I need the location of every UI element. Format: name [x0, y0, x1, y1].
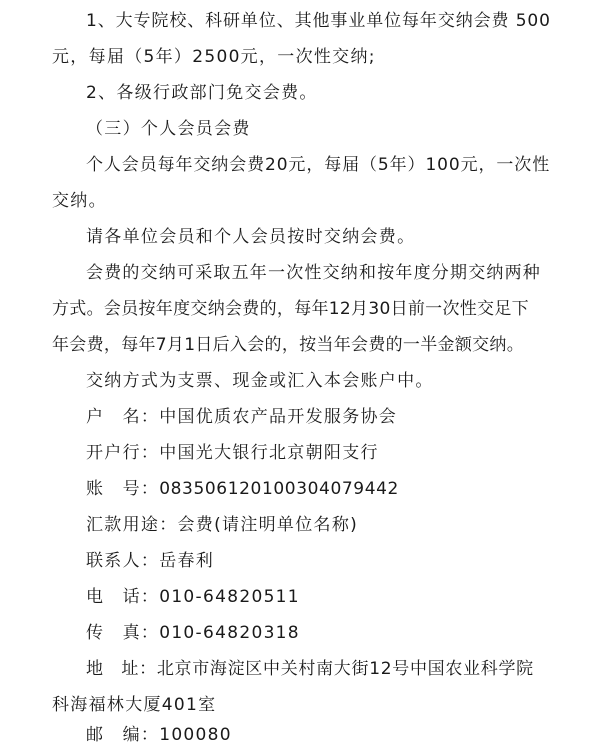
- purpose-value: 会费(请注明单位名称): [177, 515, 359, 535]
- phone-value: 010-64820511: [159, 587, 300, 607]
- address-label: 地 址：: [86, 659, 157, 679]
- contact-label: 联系人：: [86, 551, 160, 571]
- fax-row: [86, 620, 300, 646]
- personal-fee-line2: 交纳。: [52, 191, 107, 211]
- fax-label: 传 真：: [86, 623, 160, 643]
- bank-value: 中国光大银行北京朝阳支行: [159, 443, 379, 463]
- section-3-title: （三）个人会员会费: [86, 119, 251, 139]
- contact-row: [86, 548, 214, 574]
- postcode-label: 邮 编：: [86, 725, 160, 745]
- account-number-label: 账 号：: [86, 479, 160, 499]
- account-name-row: [86, 404, 397, 430]
- personal-fee-line1: 个人会员每年交纳会费20元，每届（5年）100元，一次性: [86, 155, 551, 175]
- account-name-label: 户 名：: [86, 407, 160, 427]
- account-name-value: 中国优质农产品开发服务协会: [159, 407, 398, 427]
- postcode-row: [86, 722, 232, 748]
- payment-reminder: 请各单位会员和个人会员按时交纳会费。: [86, 227, 416, 247]
- account-number-row: [86, 476, 399, 502]
- purpose-row: [86, 512, 358, 538]
- bank-row: [86, 440, 379, 466]
- purpose-label: 汇款用途：: [86, 515, 178, 535]
- bank-label: 开户行：: [86, 443, 160, 463]
- payment-channels: 交纳方式为支票、现金或汇入本会账户中。: [86, 371, 434, 391]
- payment-method-line2: 方式。会员按年度交纳会费的，每年12月30日前一次性交足下: [52, 299, 529, 319]
- fee-rule-1-line2: 元，每届（5年）2500元，一次性交纳;: [52, 47, 376, 67]
- fee-rule-2: 2、各级行政部门免交会费。: [86, 83, 318, 103]
- postcode-value: 100080: [159, 725, 232, 745]
- phone-row: [86, 584, 300, 610]
- account-number-value: 083506120100304079442: [159, 479, 399, 499]
- fee-rule-1-line1: 1、大专院校、科研单位、其他事业单位每年交纳会费 500: [86, 11, 551, 31]
- phone-label: 电 话：: [86, 587, 160, 607]
- payment-method-line3: 年会费，每年7月1日后入会的，按当年会费的一半金额交纳。: [52, 335, 525, 355]
- contact-value: 岳春利: [159, 551, 215, 571]
- address-value-line1: 北京市海淀区中关村南大街12号中国农业科学院: [156, 659, 534, 679]
- address-row: [86, 656, 534, 682]
- fax-value: 010-64820318: [159, 623, 300, 643]
- address-value-line2: 科海福林大厦401室: [52, 695, 217, 715]
- payment-method-line1: 会费的交纳可采取五年一次性交纳和按年度分期交纳两种: [86, 263, 541, 283]
